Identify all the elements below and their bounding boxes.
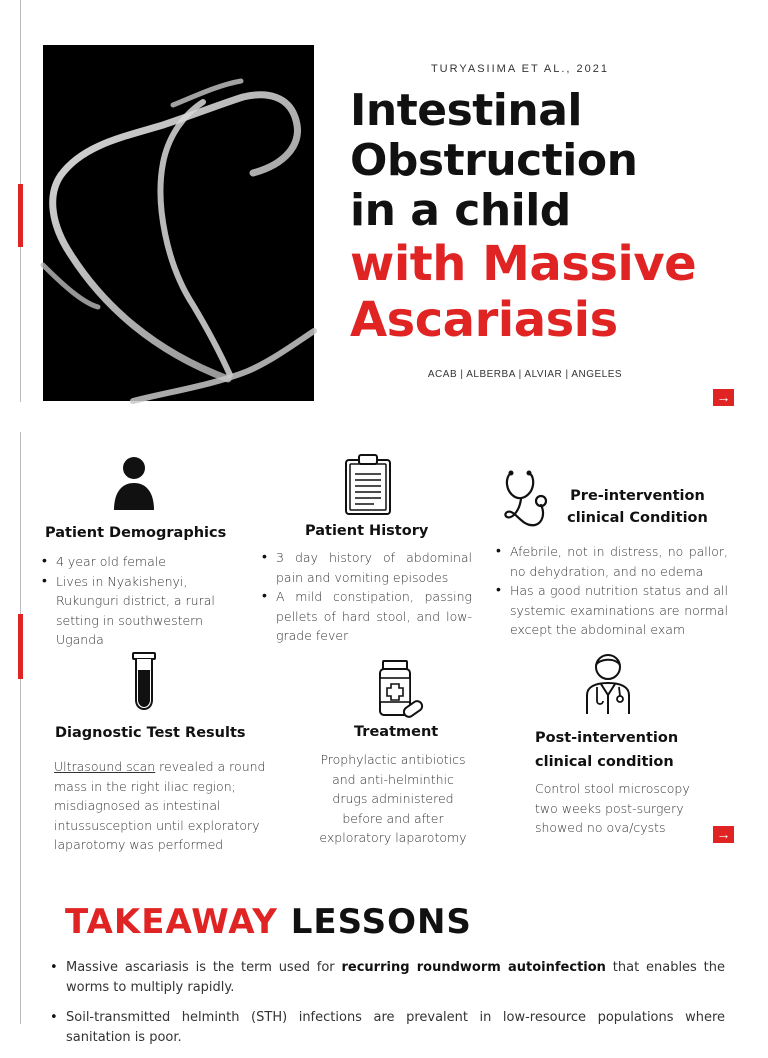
- diagnostic-title: Diagnostic Test Results: [55, 725, 246, 741]
- diagnostic-text: [54, 757, 276, 855]
- pre-title-line-2: clinical Condition: [567, 510, 708, 526]
- page-title: [350, 86, 760, 348]
- title-line-5: Ascariasis: [350, 292, 618, 348]
- history-list: [262, 548, 472, 646]
- history-title: Patient History: [305, 523, 429, 539]
- lesson-1-pre: Massive ascariasis is the term used for: [66, 960, 342, 975]
- title-line-1: Intestinal: [350, 85, 582, 136]
- next-arrow-icon[interactable]: →: [713, 389, 734, 406]
- list-item: • Afebrile, not in distress, no pallor, no dehydration, and no edema: [496, 542, 728, 581]
- diagnostic-body: revealed a round mass in the right iliac region; misdiagnosed as intestinal intussusception until exploratory laparotomy was performed: [54, 759, 266, 852]
- list-item: • 3 day history of abdominal pain and vomiting episodes: [262, 548, 472, 587]
- list-item: • Has a good nutrition status and all systemic examinations are normal except the abdominal exam: [496, 581, 728, 640]
- left-rule-bottom: [20, 432, 21, 1024]
- title-line-4: with Massive: [350, 236, 697, 292]
- pre-condition-list: [496, 542, 728, 640]
- accent-bar-middle: [18, 614, 23, 679]
- clipboard-icon: [344, 454, 392, 521]
- post-title-line-1: Post-intervention: [535, 730, 679, 746]
- lesson-item: [50, 958, 725, 997]
- author-citation: TURYASIIMA ET AL., 2021: [430, 63, 610, 75]
- pre-title-line-1: Pre-intervention: [570, 488, 705, 504]
- accent-bar-top: [18, 184, 23, 247]
- pre-condition-title: [555, 485, 720, 529]
- doctor-icon: [585, 651, 631, 720]
- takeaway-black: LESSONS: [290, 902, 472, 942]
- post-title-line-2: clinical condition: [535, 754, 674, 770]
- demographics-list: [42, 552, 252, 650]
- list-item: • Lives in Nyakishenyi, Rukunguri district, a rural setting in southwestern Uganda: [42, 572, 252, 650]
- lesson-1-post: that enables the worms to multiply rapidly.: [66, 960, 725, 995]
- lesson-item: • Soil-transmitted helminth (STH) infections are prevalent in low-resource populations where sanitation is poor.: [50, 1008, 725, 1047]
- roundworm-illustration: [43, 45, 314, 401]
- medicine-bottle-icon: [377, 660, 425, 727]
- test-tube-icon: [132, 652, 156, 715]
- treatment-text: Prophylactic antibiotics and anti-helminthic drugs administered before and after exploratory laparotomy: [319, 752, 467, 845]
- stethoscope-icon: [503, 469, 549, 534]
- takeaway-red: TAKEAWAY: [65, 902, 278, 942]
- post-condition-title: [535, 726, 678, 774]
- list-item: • 4 year old female: [42, 552, 252, 572]
- title-line-3: in a child: [350, 185, 571, 236]
- takeaway-heading: [65, 902, 472, 942]
- post-condition-text: Control stool microscopy two weeks post-surgery showed no ova/cysts: [535, 781, 690, 835]
- author-names: ACAB | ALBERBA | ALVIAR | ANGELES: [427, 369, 623, 380]
- ultrasound-link[interactable]: Ultrasound scan: [54, 759, 156, 774]
- treatment-title: Treatment: [354, 724, 439, 740]
- lessons-list: [50, 958, 725, 1058]
- next-arrow-icon-2[interactable]: →: [713, 826, 734, 843]
- title-line-2: Obstruction: [350, 135, 638, 186]
- demographics-title: Patient Demographics: [45, 525, 227, 541]
- list-item: • A mild constipation, passing pellets of hard stool, and low-grade fever: [262, 587, 472, 646]
- person-icon: [112, 456, 156, 515]
- roundworm-photo: [43, 45, 314, 401]
- lesson-1-bold: recurring roundworm autoinfection: [341, 960, 606, 975]
